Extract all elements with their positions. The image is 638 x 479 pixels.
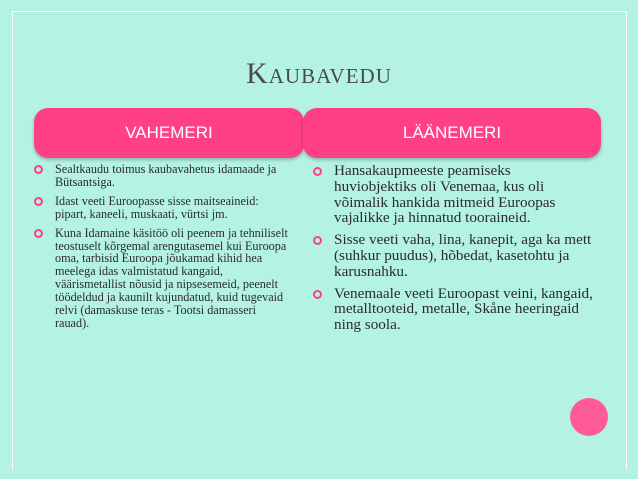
bullet-circle-icon	[313, 290, 322, 299]
list-item	[34, 195, 289, 221]
list-item	[313, 286, 593, 333]
bullet-circle-icon	[313, 167, 322, 176]
header-vahemeri	[34, 108, 304, 158]
list-item	[313, 163, 593, 226]
list-item-text: Hansakaupmeeste peamiseks huviobjektiks oli Venemaa, kus oli võimalik hankida mitmeid Euroopas vajalikke ja hinnatud tooraineid.	[334, 162, 556, 227]
list-item	[34, 163, 289, 189]
list-item-text: Idast veeti Euroopasse sisse maitseaineid: pipart, kaneeli, muskaati, vürtsi jm.	[55, 193, 259, 221]
bullet-circle-icon	[34, 197, 43, 206]
right-column	[313, 163, 593, 339]
left-column	[34, 163, 289, 336]
bullet-circle-icon	[34, 165, 43, 174]
header-laanemeri-label: LÄÄNEMERI	[402, 123, 502, 142]
frame-line-top	[12, 11, 626, 12]
list-item-text: Kuna Idamaine käsitöö oli peenem ja tehniliselt teostuselt kõrgemal arengutasemel kui Euroopa oma, tarbisid Euroopa jõukamad kihid hea meelega idas valmistatud kangaid, väärismetallist nõusid ja nipsesemeid, peenelt töödeldud ja kaunilt kujundatud, kuid tugevaid relvi (damaskuse teras - Tootsi damasseri rauad).	[55, 225, 288, 330]
decorative-circle-icon	[570, 398, 608, 436]
bullet-circle-icon	[313, 236, 322, 245]
bullet-circle-icon	[34, 229, 43, 238]
page-title: Kaubavedu	[246, 57, 392, 90]
header-vahemeri-label: VAHEMERI	[125, 123, 213, 142]
header-laanemeri	[303, 108, 601, 158]
list-item-text: Venemaale veeti Euroopast veini, kangaid, metalltooteid, metalle, Skåne heeringaid ning soola.	[334, 284, 593, 334]
list-item-text: Sisse veeti vaha, lina, kanepit, aga ka mett (suhkur puudus), hõbedat, kasetohtu ja karusnahku.	[334, 231, 592, 280]
list-item-text: Sealtkaudu toimus kaubavahetus idamaade ja Bütsantsiga.	[55, 162, 277, 189]
list-item	[313, 232, 593, 279]
list-item	[34, 227, 289, 330]
